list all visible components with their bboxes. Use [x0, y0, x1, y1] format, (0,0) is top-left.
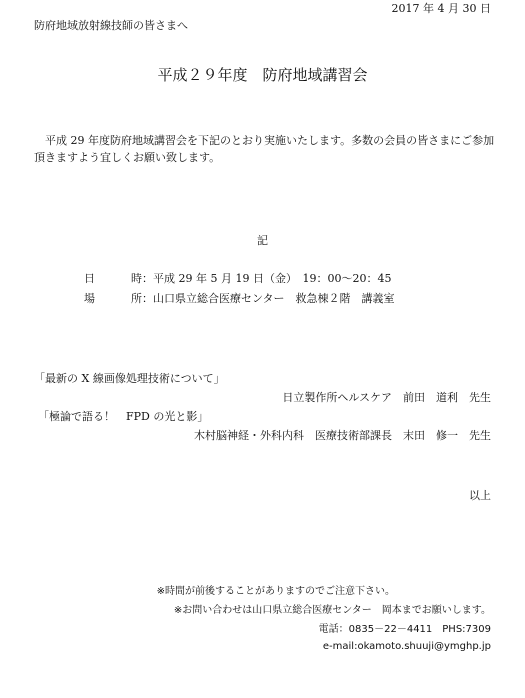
contact-note: ※お問い合わせは山口県立総合医療センター 岡本までお願いします。 [173, 605, 491, 616]
detail-label-char: 場 [84, 292, 95, 305]
detail-label-char: 時 [131, 272, 142, 285]
phone-number: 電話：0835－22－4411 PHS:7309 [318, 624, 491, 635]
ki-heading: 記 [257, 234, 268, 247]
detail-label-char: 日 [84, 272, 95, 285]
body-paragraph: 平成 29 年度防府地域講習会を下記のとおり実施いたします。多数の会員の皆さまにご参加頂きますよう宜しくお願い致します。 [34, 134, 495, 164]
detail-value: ：山口県立総合医療センター 救急棟２階 講義室 [142, 292, 395, 305]
closing-mark: 以上 [469, 489, 491, 502]
lecture-title-1: 「最新の X 線画像処理技術について」 [34, 372, 225, 385]
detail-value: ：平成 29 年 5 月 19 日（金） 19：00～20：45 [142, 272, 392, 285]
document-title: 平成２９年度 防府地域講習会 [157, 66, 368, 84]
lecturer-1: 日立製作所ヘルスケア 前田 道利 先生 [282, 391, 491, 404]
lecturer-2: 木村脳神経・外科内科 医療技術部課長 末田 修一 先生 [194, 429, 491, 442]
lecture-title-2: 「極論で語る！ FPD の光と影」 [38, 410, 209, 423]
detail-row-datetime [84, 270, 391, 286]
detail-label [84, 270, 142, 286]
detail-label-char: 所 [131, 292, 142, 305]
detail-label [84, 290, 142, 306]
email-address: e-mail:okamoto.shuuji@ymghp.jp [322, 641, 491, 652]
document-date: 2017 年 4 月 30 日 [391, 2, 491, 15]
addressee: 防府地域放射線技師の皆さまへ [34, 19, 188, 32]
detail-row-venue [84, 290, 395, 306]
time-note: ※時間が前後することがありますのでご注意下さい。 [156, 586, 395, 597]
